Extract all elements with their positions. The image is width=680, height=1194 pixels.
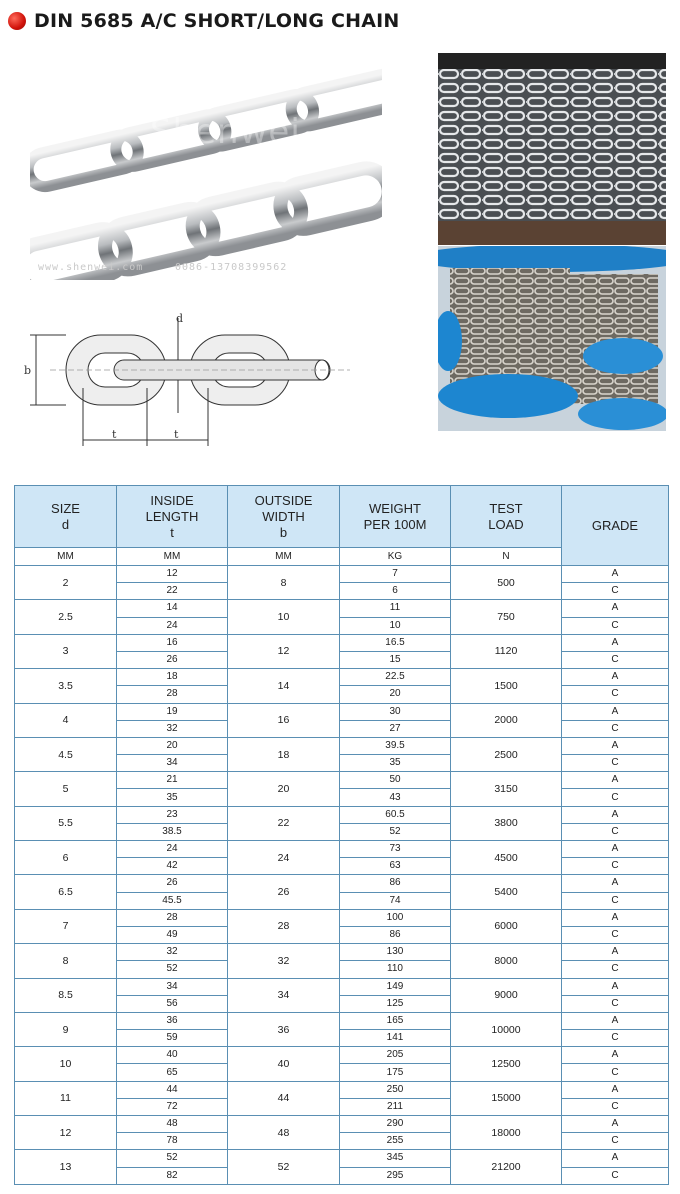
inside-length-cell: 72 [117, 1098, 228, 1115]
bullet-dot-icon [8, 12, 26, 30]
grade-cell: C [562, 651, 669, 668]
table-row [15, 909, 669, 926]
grade-cell: C [562, 995, 669, 1012]
header-weight: WEIGHT PER 100M [340, 486, 451, 548]
weight-cell: 86 [340, 926, 451, 943]
grade-cell: C [562, 1133, 669, 1150]
inside-length-cell: 26 [117, 651, 228, 668]
weight-cell: 15 [340, 651, 451, 668]
table-row [15, 703, 669, 720]
watermark-web: www.shenwei.com [38, 262, 144, 273]
size-cell: 5 [15, 772, 117, 806]
table-row [15, 1012, 669, 1029]
outside-width-cell: 20 [228, 772, 340, 806]
test-load-cell: 12500 [451, 1047, 562, 1081]
grade-cell: C [562, 926, 669, 943]
dimension-diagram [20, 308, 365, 453]
weight-cell: 141 [340, 1030, 451, 1047]
grade-cell: C [562, 789, 669, 806]
inside-length-cell: 82 [117, 1167, 228, 1184]
grade-cell: A [562, 669, 669, 686]
table-row [15, 566, 669, 583]
weight-cell: 250 [340, 1081, 451, 1098]
inside-length-cell: 19 [117, 703, 228, 720]
test-load-cell: 2000 [451, 703, 562, 737]
weight-cell: 63 [340, 858, 451, 875]
outside-width-cell: 34 [228, 978, 340, 1012]
inside-length-cell: 24 [117, 617, 228, 634]
inside-length-cell: 16 [117, 634, 228, 651]
outside-width-cell: 28 [228, 909, 340, 943]
size-cell: 3.5 [15, 669, 117, 703]
outside-width-cell: 12 [228, 634, 340, 668]
size-cell: 2 [15, 566, 117, 600]
weight-cell: 6 [340, 583, 451, 600]
inside-length-cell: 48 [117, 1116, 228, 1133]
weight-cell: 73 [340, 841, 451, 858]
spec-table [14, 485, 669, 1185]
inside-length-cell: 12 [117, 566, 228, 583]
outside-width-cell: 44 [228, 1081, 340, 1115]
inside-length-cell: 34 [117, 978, 228, 995]
weight-cell: 52 [340, 823, 451, 840]
outside-width-cell: 8 [228, 566, 340, 600]
weight-cell: 30 [340, 703, 451, 720]
size-cell: 5.5 [15, 806, 117, 840]
grade-cell: C [562, 1167, 669, 1184]
outside-width-cell: 36 [228, 1012, 340, 1046]
grade-cell: A [562, 841, 669, 858]
header-outside-width: OUTSIDE WIDTH b [228, 486, 340, 548]
grade-cell: A [562, 634, 669, 651]
inside-length-cell: 32 [117, 720, 228, 737]
grade-cell: C [562, 1098, 669, 1115]
outside-width-cell: 26 [228, 875, 340, 909]
inside-length-cell: 23 [117, 806, 228, 823]
grade-cell: A [562, 772, 669, 789]
grade-cell: C [562, 892, 669, 909]
grade-cell: C [562, 686, 669, 703]
test-load-cell: 15000 [451, 1081, 562, 1115]
unit-test-load: N [451, 548, 562, 566]
test-load-cell: 21200 [451, 1150, 562, 1184]
table-row [15, 806, 669, 823]
header-test-load: TEST LOAD [451, 486, 562, 548]
inside-length-cell: 35 [117, 789, 228, 806]
test-load-cell: 18000 [451, 1116, 562, 1150]
inside-length-cell: 52 [117, 961, 228, 978]
table-row [15, 841, 669, 858]
weight-cell: 345 [340, 1150, 451, 1167]
grade-cell: A [562, 1081, 669, 1098]
grade-cell: A [562, 1047, 669, 1064]
weight-cell: 290 [340, 1116, 451, 1133]
inside-length-cell: 44 [117, 1081, 228, 1098]
weight-cell: 20 [340, 686, 451, 703]
inside-length-cell: 38.5 [117, 823, 228, 840]
size-cell: 4.5 [15, 737, 117, 771]
grade-cell: A [562, 875, 669, 892]
test-load-cell: 8000 [451, 944, 562, 978]
test-load-cell: 3800 [451, 806, 562, 840]
outside-width-cell: 40 [228, 1047, 340, 1081]
weight-cell: 27 [340, 720, 451, 737]
weight-cell: 11 [340, 600, 451, 617]
grade-cell: A [562, 1150, 669, 1167]
grade-cell: A [562, 1116, 669, 1133]
inside-length-cell: 18 [117, 669, 228, 686]
weight-cell: 16.5 [340, 634, 451, 651]
outside-width-cell: 22 [228, 806, 340, 840]
weight-cell: 149 [340, 978, 451, 995]
size-cell: 6.5 [15, 875, 117, 909]
inside-length-cell: 52 [117, 1150, 228, 1167]
table-row [15, 772, 669, 789]
inside-length-cell: 21 [117, 772, 228, 789]
size-cell: 3 [15, 634, 117, 668]
inside-length-cell: 59 [117, 1030, 228, 1047]
watermark-brand: Shenwei [150, 112, 301, 152]
size-cell: 8.5 [15, 978, 117, 1012]
grade-cell: C [562, 755, 669, 772]
unit-inside-length: MM [117, 548, 228, 566]
outside-width-cell: 18 [228, 737, 340, 771]
unit-weight: KG [340, 548, 451, 566]
spec-table-body [15, 566, 669, 1185]
weight-cell: 205 [340, 1047, 451, 1064]
inside-length-cell: 22 [117, 583, 228, 600]
weight-cell: 255 [340, 1133, 451, 1150]
grade-cell: C [562, 1030, 669, 1047]
inside-length-cell: 34 [117, 755, 228, 772]
grade-cell: C [562, 823, 669, 840]
inside-length-cell: 28 [117, 909, 228, 926]
grade-cell: A [562, 703, 669, 720]
size-cell: 2.5 [15, 600, 117, 634]
table-row [15, 1081, 669, 1098]
test-load-cell: 750 [451, 600, 562, 634]
weight-cell: 7 [340, 566, 451, 583]
weight-cell: 10 [340, 617, 451, 634]
grade-cell: A [562, 600, 669, 617]
inside-length-cell: 49 [117, 926, 228, 943]
grade-cell: A [562, 978, 669, 995]
size-cell: 9 [15, 1012, 117, 1046]
test-load-cell: 9000 [451, 978, 562, 1012]
weight-cell: 130 [340, 944, 451, 961]
label-d: d [176, 312, 184, 325]
grade-cell: C [562, 1064, 669, 1081]
table-row [15, 944, 669, 961]
chain-photo [30, 55, 382, 280]
label-b: b [24, 364, 32, 377]
table-row [15, 1116, 669, 1133]
inside-length-cell: 20 [117, 737, 228, 754]
size-cell: 8 [15, 944, 117, 978]
weight-cell: 43 [340, 789, 451, 806]
inside-length-cell: 40 [117, 1047, 228, 1064]
test-load-cell: 10000 [451, 1012, 562, 1046]
weight-cell: 22.5 [340, 669, 451, 686]
grade-cell: A [562, 566, 669, 583]
outside-width-cell: 24 [228, 841, 340, 875]
unit-size: MM [15, 548, 117, 566]
inside-length-cell: 14 [117, 600, 228, 617]
blue-spools-photo [438, 246, 666, 431]
label-t2: t [174, 428, 179, 441]
test-load-cell: 1120 [451, 634, 562, 668]
grade-cell: A [562, 909, 669, 926]
inside-length-cell: 65 [117, 1064, 228, 1081]
inside-length-cell: 28 [117, 686, 228, 703]
size-cell: 6 [15, 841, 117, 875]
inside-length-cell: 36 [117, 1012, 228, 1029]
table-row [15, 875, 669, 892]
table-row [15, 600, 669, 617]
header-grade: GRADE [562, 486, 669, 566]
grade-cell: C [562, 583, 669, 600]
outside-width-cell: 16 [228, 703, 340, 737]
weight-cell: 295 [340, 1167, 451, 1184]
test-load-cell: 2500 [451, 737, 562, 771]
weight-cell: 86 [340, 875, 451, 892]
size-cell: 7 [15, 909, 117, 943]
header-size: SIZE d [15, 486, 117, 548]
unit-outside-width: MM [228, 548, 340, 566]
test-load-cell: 1500 [451, 669, 562, 703]
table-row [15, 1047, 669, 1064]
weight-cell: 35 [340, 755, 451, 772]
weight-cell: 60.5 [340, 806, 451, 823]
table-row [15, 737, 669, 754]
grade-cell: A [562, 806, 669, 823]
grade-cell: A [562, 737, 669, 754]
weight-cell: 74 [340, 892, 451, 909]
test-load-cell: 3150 [451, 772, 562, 806]
weight-cell: 211 [340, 1098, 451, 1115]
weight-cell: 100 [340, 909, 451, 926]
weight-cell: 39.5 [340, 737, 451, 754]
outside-width-cell: 32 [228, 944, 340, 978]
table-row [15, 669, 669, 686]
size-cell: 12 [15, 1116, 117, 1150]
watermark-tel: 0086-13708399562 [175, 262, 288, 273]
inside-length-cell: 24 [117, 841, 228, 858]
inside-length-cell: 45.5 [117, 892, 228, 909]
inside-length-cell: 78 [117, 1133, 228, 1150]
grade-cell: C [562, 961, 669, 978]
inside-length-cell: 32 [117, 944, 228, 961]
header-inside-length: INSIDE LENGTH t [117, 486, 228, 548]
test-load-cell: 4500 [451, 841, 562, 875]
weight-cell: 165 [340, 1012, 451, 1029]
grade-cell: C [562, 858, 669, 875]
test-load-cell: 6000 [451, 909, 562, 943]
table-row [15, 1150, 669, 1167]
outside-width-cell: 48 [228, 1116, 340, 1150]
inside-length-cell: 42 [117, 858, 228, 875]
size-cell: 13 [15, 1150, 117, 1184]
grade-cell: A [562, 944, 669, 961]
inside-length-cell: 56 [117, 995, 228, 1012]
inside-length-cell: 26 [117, 875, 228, 892]
table-row [15, 634, 669, 651]
chain-spool-photo [438, 53, 666, 245]
weight-cell: 175 [340, 1064, 451, 1081]
weight-cell: 110 [340, 961, 451, 978]
table-row [15, 978, 669, 995]
weight-cell: 125 [340, 995, 451, 1012]
size-cell: 10 [15, 1047, 117, 1081]
title-row [8, 8, 399, 34]
label-t1: t [112, 428, 117, 441]
test-load-cell: 500 [451, 566, 562, 600]
size-cell: 11 [15, 1081, 117, 1115]
grade-cell: C [562, 720, 669, 737]
grade-cell: C [562, 617, 669, 634]
outside-width-cell: 10 [228, 600, 340, 634]
weight-cell: 50 [340, 772, 451, 789]
outside-width-cell: 14 [228, 669, 340, 703]
grade-cell: A [562, 1012, 669, 1029]
page-title: DIN 5685 A/C SHORT/LONG CHAIN [34, 10, 400, 32]
size-cell: 4 [15, 703, 117, 737]
test-load-cell: 5400 [451, 875, 562, 909]
outside-width-cell: 52 [228, 1150, 340, 1184]
